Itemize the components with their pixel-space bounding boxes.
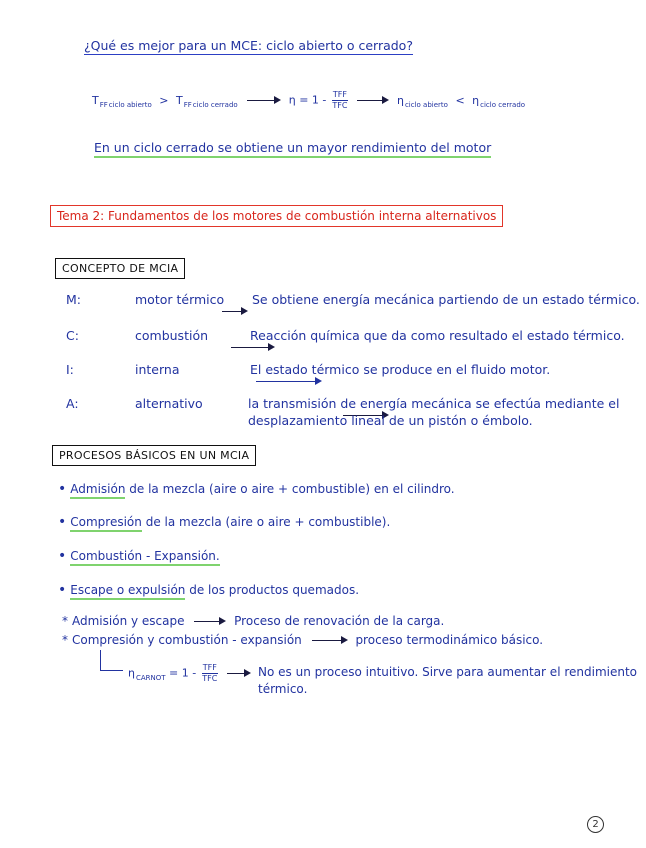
process-label: Combustión - Expansión. — [70, 549, 219, 566]
equals-one-minus: = 1 - — [169, 666, 197, 680]
concept-def-a: la transmisión de energía mecánica se efectúa mediante el — [248, 396, 620, 411]
process-item — [58, 481, 455, 497]
process-text: de la mezcla (aire o aire + combustible) en el cilindro. — [129, 482, 455, 496]
arrow-icon — [256, 381, 320, 382]
bullet-icon: • — [58, 582, 67, 598]
process-label: Escape o expulsión — [70, 583, 185, 600]
arrow-icon — [247, 100, 279, 101]
tff-closed: $T_{FFciclo cerrado}$ — [176, 93, 238, 109]
note-right: Proceso de renovación de la carga. — [234, 614, 445, 628]
arrow-icon — [231, 347, 273, 348]
concept-letter-c: C: — [66, 328, 79, 343]
arrow-icon — [357, 100, 387, 101]
connector-line — [100, 650, 123, 671]
carnot-subscript: CARNOT — [135, 673, 166, 682]
eta-closed: $\eta_{ciclo cerrado}$ — [472, 93, 526, 109]
concept-letter-m: M: — [66, 292, 81, 307]
equals-one-minus: = 1 - — [299, 93, 327, 107]
topic-title: Tema 2: Fundamentos de los motores de combustión interna alternativos — [50, 205, 503, 227]
lt-sign: < — [455, 93, 465, 107]
arrow-icon — [312, 640, 346, 641]
question-heading: ¿Qué es mejor para un MCE: ciclo abierto o cerrado? — [84, 38, 413, 53]
process-item — [58, 514, 390, 530]
concept-def-i: El estado térmico se produce en el fluido motor. — [250, 362, 551, 377]
asterisk-icon: * — [62, 633, 68, 647]
asterisk-icon: * — [62, 614, 68, 628]
note-thermo — [62, 633, 543, 647]
process-item — [58, 582, 359, 598]
conclusion-text: En un ciclo cerrado se obtiene un mayor rendimiento del motor — [94, 140, 491, 158]
bullet-icon: • — [58, 514, 67, 530]
eta-symbol: η — [128, 666, 135, 680]
concept-term-i: interna — [135, 362, 180, 377]
eta-open: $\eta_{ciclo abierto}$ — [396, 93, 448, 109]
concept-def-a-line2: desplazamiento lineal de un pistón o émbolo. — [248, 413, 533, 428]
concept-letter-i: I: — [66, 362, 74, 377]
concept-letter-a: A: — [66, 396, 79, 411]
concept-term-c: combustión — [135, 328, 209, 343]
process-label: Compresión — [70, 515, 142, 532]
carnot-text: No es un proceso intuitivo. Sirve para aumentar el rendimiento — [258, 665, 638, 679]
bullet-icon: • — [58, 481, 67, 497]
process-text: de los productos quemados. — [189, 583, 360, 597]
concept-def-m: Se obtiene energía mecánica partiendo de un estado térmico. — [252, 292, 640, 307]
note-right: proceso termodinámico básico. — [355, 633, 544, 647]
temperature-fraction: $\frac{\text{TFF}}{\text{TFC}}$ — [202, 663, 218, 683]
process-label: Admisión — [70, 482, 125, 499]
eta-symbol: η — [288, 93, 296, 107]
carnot-text-line2: térmico. — [258, 682, 308, 696]
tff-open: $T_{FFciclo abierto}$ — [92, 93, 152, 109]
bullet-icon: • — [58, 548, 67, 564]
note-left: Admisión y escape — [72, 614, 185, 628]
temperature-fraction: $\frac{\text{TFF}}{\text{TFC}}$ — [332, 90, 348, 110]
gt-sign: > — [159, 93, 169, 107]
arrow-icon — [227, 673, 249, 674]
concept-def-c: Reacción química que da como resultado el estado térmico. — [250, 328, 625, 343]
cycle-formula — [92, 90, 525, 111]
process-item — [58, 548, 220, 564]
note-left: Compresión y combustión - expansión — [72, 633, 302, 647]
carnot-formula — [128, 663, 255, 684]
arrow-icon — [194, 621, 224, 622]
note-renewal — [62, 614, 444, 628]
page-number: 2 — [587, 816, 604, 833]
concept-term-m: motor térmico — [135, 292, 225, 307]
processes-heading: PROCESOS BÁSICOS EN UN MCIA — [52, 445, 256, 466]
concept-term-a: alternativo — [135, 396, 203, 411]
arrow-icon — [222, 311, 246, 312]
concept-heading: CONCEPTO DE MCIA — [55, 258, 185, 279]
process-text: de la mezcla (aire o aire + combustible). — [145, 515, 391, 529]
